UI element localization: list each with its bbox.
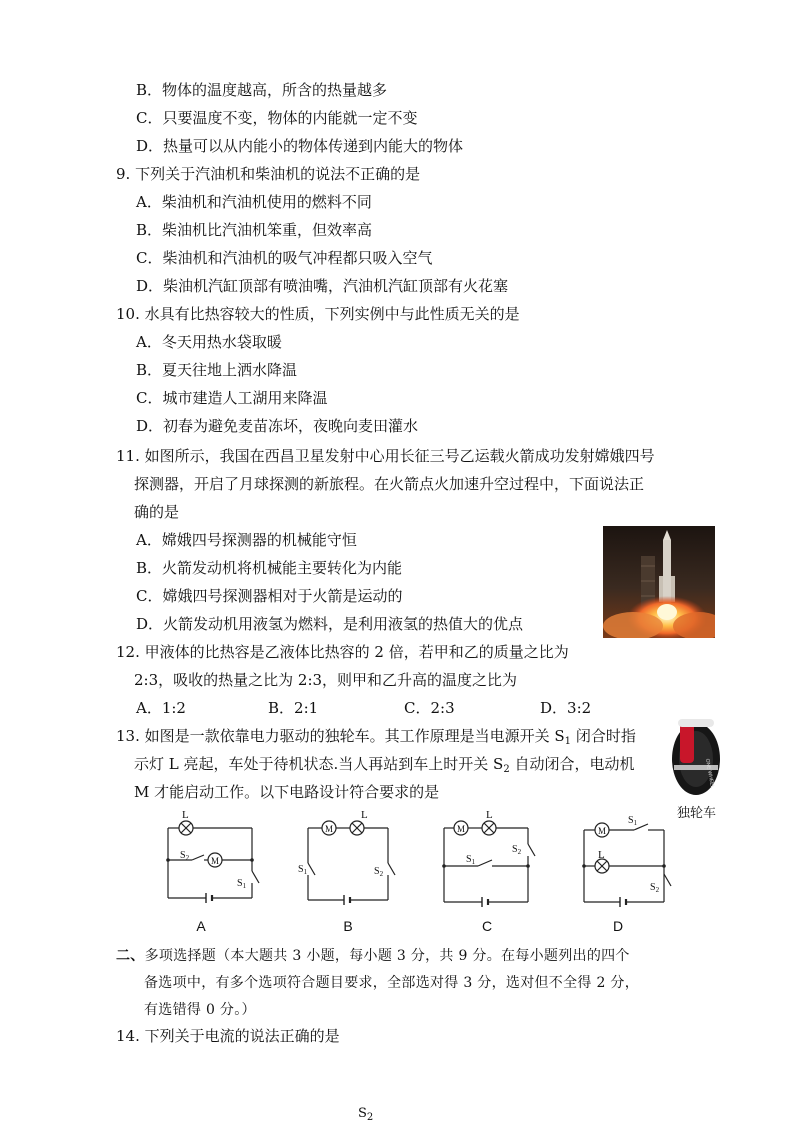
- unicycle-caption: 独轮车: [677, 805, 717, 820]
- q13-stem-line1: 13. 如图是一款依靠电力驱动的独轮车。其工作原理是当电源开关 $S_1$ 闭合时指: [116, 727, 636, 747]
- q12-stem-line1: 12. 甲液体的比热容是乙液体比热容的 2 倍，若甲和乙的质量之比为: [116, 643, 569, 661]
- q10-option-d: D．初春为避免麦苗冻坏，夜晚向麦田灌水: [136, 417, 419, 435]
- q13-stem-line3: M 才能启动工作。以下电路设计符合要求的是: [134, 783, 440, 801]
- rocket-launch-photo: [603, 526, 715, 638]
- q11-stem-line1: 11. 如图所示，我国在西昌卫星发射中心用长征三号乙运载火箭成功发射嫦娥四号: [116, 447, 655, 465]
- circuit-c-s1-label: $S_1$: [466, 854, 476, 866]
- page-footer: $S_2$: [358, 1106, 374, 1123]
- q9-option-b: B．柴油机比汽油机笨重，但效率高: [136, 221, 373, 239]
- q9-option-c: C．柴油机和汽油机的吸气冲程都只吸入空气: [136, 249, 433, 267]
- circuit-a-motor-label: M: [211, 856, 220, 866]
- q10-option-a: A．冬天用热水袋取暖: [136, 333, 282, 351]
- q12-option-b: B．2:1: [268, 699, 319, 717]
- q9-option-d: D．柴油机汽缸顶部有喷油嘴，汽油机汽缸顶部有火花塞: [136, 277, 509, 295]
- q10-option-c: C．城市建造人工湖用来降温: [136, 389, 328, 407]
- q11-option-c: C．嫦娥四号探测器相对于火箭是运动的: [136, 587, 403, 605]
- circuit-c-lamp-label: L: [486, 809, 493, 821]
- circuit-b-s2-label: $S_2$: [374, 866, 384, 878]
- q8-option-d: D．热量可以从内能小的物体传递到内能大的物体: [136, 137, 464, 155]
- section2-heading-line2: 备选项中，有多个选项符合题目要求，全部选对得 3 分，选对但不全得 2 分，: [144, 975, 640, 991]
- circuit-d-s1-label: $S_1$: [628, 815, 638, 827]
- q12-option-c: C．2:3: [404, 699, 455, 717]
- circuit-b-caption: B: [343, 918, 353, 934]
- circuit-d: [576, 808, 680, 910]
- circuit-d-caption: D: [612, 918, 624, 934]
- circuit-a-s1-label: $S_1$: [237, 878, 247, 890]
- q12-stem-line2: 2:3，吸收的热量之比为 2:3，则甲和乙升高的温度之比为: [134, 671, 518, 689]
- q8-option-c: C．只要温度不变，物体的内能就一定不变: [136, 109, 418, 127]
- q11-option-d: D．火箭发动机用液氢为燃料，是利用液氢的热值大的优点: [136, 615, 524, 633]
- q11-stem-line3: 确的是: [134, 503, 180, 521]
- circuit-a: [158, 808, 268, 910]
- circuit-b-lamp-label: L: [361, 809, 368, 821]
- circuit-b: [298, 808, 398, 910]
- q9-stem: 9. 下列关于汽油机和柴油机的说法不正确的是: [116, 165, 421, 183]
- circuit-a-lamp-label: L: [182, 809, 189, 821]
- circuit-a-caption: A: [196, 918, 206, 934]
- circuit-c-s2-label: $S_2$: [512, 844, 522, 856]
- q13-stem-line2: 示灯 L 亮起，车处于待机状态.当人再站到车上时开关 $S_2$ 自动闭合，电动机: [134, 755, 635, 775]
- q12-option-a: A．1:2: [136, 699, 186, 717]
- q8-option-b: B．物体的温度越高，所含的热量越多: [136, 81, 388, 99]
- q11-option-b: B．火箭发动机将机械能主要转化为内能: [136, 559, 403, 577]
- circuit-a-s2-label: $S_2$: [180, 850, 190, 862]
- circuit-b-motor-label: M: [325, 824, 334, 834]
- q10-stem: 10. 水具有比热容较大的性质，下列实例中与此性质无关的是: [116, 305, 520, 323]
- circuit-c: [436, 808, 540, 910]
- unicycle-image: [670, 713, 722, 797]
- section2-heading-line3: 有选错得 0 分。）: [144, 1002, 256, 1018]
- q9-option-a: A．柴油机和汽油机使用的燃料不同: [136, 193, 372, 211]
- circuit-d-lamp-label: L: [598, 849, 605, 861]
- circuit-d-motor-label: M: [598, 826, 607, 836]
- svg-text:ONE WHEEL: ONE WHEEL: [704, 758, 716, 789]
- circuit-b-s1-label: $S_1$: [298, 864, 308, 876]
- q10-option-b: B．夏天往地上洒水降温: [136, 361, 298, 379]
- q14-stem: 14. 下列关于电流的说法正确的是: [116, 1027, 340, 1045]
- section2-heading-line1: 二、多项选择题（本大题共 3 小题，每小题 3 分，共 9 分。在每小题列出的四个: [116, 948, 630, 964]
- circuit-c-motor-label: M: [457, 824, 466, 834]
- q11-option-a: A．嫦娥四号探测器的机械能守恒: [136, 531, 357, 549]
- circuit-d-s2-label: $S_2$: [650, 882, 660, 894]
- q12-option-d: D．3:2: [540, 699, 592, 717]
- q11-stem-line2: 探测器，开启了月球探测的新旅程。在火箭点火加速升空过程中，下面说法正: [134, 475, 645, 493]
- circuit-c-caption: C: [481, 918, 493, 934]
